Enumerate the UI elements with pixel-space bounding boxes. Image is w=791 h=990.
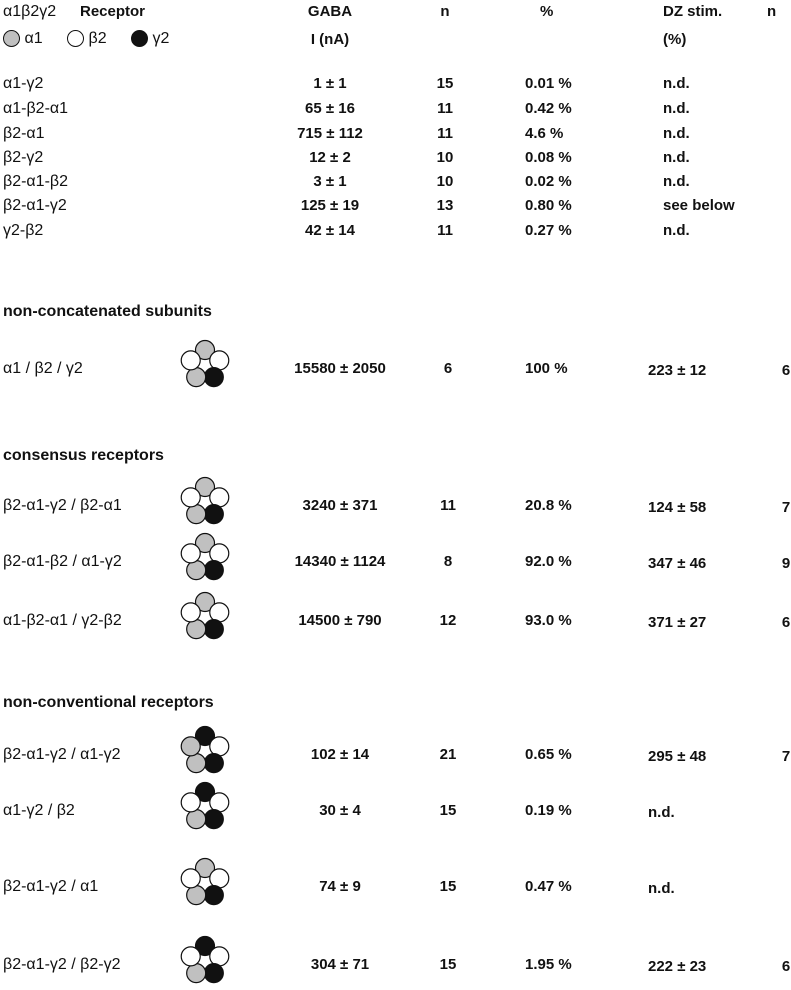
- subunit-circle: [187, 620, 206, 639]
- subunit-circle: [187, 368, 206, 387]
- subunit-circle: [187, 561, 206, 580]
- n-value: 15: [436, 75, 454, 92]
- dz-value: see below: [663, 197, 735, 214]
- percent-value: 0.27 %: [525, 222, 572, 239]
- subunit-circle: [181, 793, 200, 812]
- gaba-current: 74 ± 9: [319, 878, 361, 895]
- gaba-label: GABA: [307, 3, 353, 20]
- dz-value: 295 ± 48: [648, 748, 707, 765]
- gaba-current: 125 ± 19: [300, 197, 360, 214]
- dz-value: n.d.: [663, 125, 690, 142]
- n2-value: 6: [781, 958, 791, 975]
- receptor-title: α1β2γ2: [3, 3, 57, 20]
- receptor-name: α1-γ2: [3, 75, 44, 92]
- receptor-name: β2-α1-γ2 / β2-α1: [3, 497, 122, 514]
- percent-value: 0.42 %: [525, 100, 572, 117]
- subunit-circle: [181, 544, 200, 563]
- dz-unit: (%): [663, 31, 687, 48]
- receptor-name: β2-α1-β2 / α1-γ2: [3, 553, 122, 570]
- gaba-current: 715 ± 112: [297, 125, 363, 142]
- dz-value: n.d.: [648, 880, 675, 897]
- subunit-circle: [204, 368, 223, 387]
- dz-value: n.d.: [663, 100, 690, 117]
- n-value: 12: [439, 612, 457, 629]
- subunit-circle: [181, 351, 200, 370]
- percent-value: 1.95 %: [525, 956, 572, 973]
- legend-alpha: α1: [3, 30, 47, 47]
- subunit-rosette: [177, 530, 233, 586]
- subunit-circle: [187, 505, 206, 524]
- receptor-name: α1-γ2 / β2: [3, 802, 75, 819]
- subunit-rosette: [177, 779, 233, 835]
- subunit-rosette: [177, 723, 233, 779]
- percent-value: 0.65 %: [525, 746, 572, 763]
- gaba-current: 14500 ± 790: [298, 612, 382, 629]
- dz-value: n.d.: [663, 173, 690, 190]
- subunit-circle: [181, 869, 200, 888]
- receptor-name: β2-α1-β2: [3, 173, 69, 190]
- percent-label: %: [540, 3, 554, 20]
- percent-value: 92.0 %: [525, 553, 572, 570]
- section-title: non-concatenated subunits: [3, 303, 212, 320]
- subunit-circle: [187, 886, 206, 905]
- n-value: 13: [436, 197, 454, 214]
- legend: [3, 30, 169, 48]
- gaba-current: 30 ± 4: [319, 802, 361, 819]
- subunit-circle: [210, 351, 229, 370]
- n-value: 15: [439, 956, 457, 973]
- gaba-current: 3 ± 1: [313, 173, 347, 190]
- receptor-name: β2-α1-γ2 / β2-γ2: [3, 956, 121, 973]
- gaba-current: 12 ± 2: [309, 149, 351, 166]
- dz-value: 371 ± 27: [648, 614, 707, 631]
- receptor-name: γ2-β2: [3, 222, 44, 239]
- n-value: 21: [439, 746, 457, 763]
- subunit-rosette: [177, 589, 233, 645]
- gaba-current: 42 ± 14: [305, 222, 355, 239]
- subunit-circle: [210, 737, 229, 756]
- subunit-circle: [210, 488, 229, 507]
- subunit-circle: [204, 505, 223, 524]
- receptor-label: Receptor: [80, 3, 146, 20]
- gaba-current: 15580 ± 2050: [294, 360, 386, 377]
- n-value: 11: [437, 100, 453, 117]
- n-value: 10: [436, 173, 454, 190]
- n2-value: 6: [781, 362, 791, 379]
- subunit-circle: [181, 737, 200, 756]
- dz-value: 222 ± 23: [648, 958, 707, 975]
- percent-value: 0.47 %: [525, 878, 572, 895]
- percent-value: 0.01 %: [525, 75, 572, 92]
- subunit-circle: [204, 561, 223, 580]
- percent-value: 0.19 %: [525, 802, 572, 819]
- subunit-rosette: [177, 337, 233, 393]
- legend-gamma: γ2: [131, 30, 169, 47]
- n2-value: 9: [781, 555, 791, 572]
- n2-label: n: [767, 3, 777, 20]
- n-value: 8: [443, 553, 453, 570]
- legend-beta: β2: [67, 30, 111, 47]
- percent-value: 0.08 %: [525, 149, 572, 166]
- n2-value: 6: [781, 614, 791, 631]
- subunit-circle: [210, 869, 229, 888]
- receptor-name: α1-β2-α1 / γ2-β2: [3, 612, 122, 629]
- subunit-circle: [181, 488, 200, 507]
- subunit-rosette: [177, 933, 233, 989]
- n-value: 11: [437, 222, 453, 239]
- subunit-circle: [187, 754, 206, 773]
- n-value: 6: [443, 360, 453, 377]
- n2-value: 7: [781, 499, 791, 516]
- receptor-name: β2-α1: [3, 125, 45, 142]
- percent-value: 93.0 %: [525, 612, 572, 629]
- subunit-circle: [210, 544, 229, 563]
- gaba-current: 14340 ± 1124: [294, 553, 386, 570]
- subunit-circle: [181, 947, 200, 966]
- receptor-name: β2-α1-γ2 / α1-γ2: [3, 746, 121, 763]
- percent-value: 100 %: [525, 360, 568, 377]
- subunit-circle: [204, 810, 223, 829]
- percent-value: 4.6 %: [525, 125, 564, 142]
- gaba-current: 65 ± 16: [305, 100, 355, 117]
- subunit-circle: [210, 793, 229, 812]
- percent-value: 20.8 %: [525, 497, 572, 514]
- subunit-circle: [187, 810, 206, 829]
- receptor-name: α1-β2-α1: [3, 100, 69, 117]
- gaba-current: 304 ± 71: [310, 956, 370, 973]
- subunit-circle: [181, 603, 200, 622]
- dz-label: DZ stim.: [663, 3, 723, 20]
- section-title: non-conventional receptors: [3, 694, 214, 711]
- section-title: consensus receptors: [3, 447, 164, 464]
- dz-value: n.d.: [648, 804, 675, 821]
- dz-value: n.d.: [663, 75, 690, 92]
- beta-swatch: [67, 30, 84, 47]
- subunit-circle: [204, 964, 223, 983]
- n-value: 10: [436, 149, 454, 166]
- gamma-swatch: [131, 30, 148, 47]
- gaba-current: 3240 ± 371: [302, 497, 378, 514]
- subunit-circle: [204, 886, 223, 905]
- subunit-circle: [187, 964, 206, 983]
- subunit-circle: [204, 620, 223, 639]
- subunit-circle: [210, 947, 229, 966]
- n-value: 11: [437, 125, 453, 142]
- n2-value: 7: [781, 748, 791, 765]
- gaba-current: 1 ± 1: [313, 75, 347, 92]
- n-value: 15: [439, 878, 457, 895]
- n-value: 15: [439, 802, 457, 819]
- alpha-swatch: [3, 30, 20, 47]
- dz-value: 347 ± 46: [648, 555, 707, 572]
- receptor-name: α1 / β2 / γ2: [3, 360, 83, 377]
- dz-value: n.d.: [663, 149, 690, 166]
- subunit-circle: [204, 754, 223, 773]
- receptor-name: β2-α1-γ2 / α1: [3, 878, 99, 895]
- dz-value: n.d.: [663, 222, 690, 239]
- receptor-name: β2-α1-γ2: [3, 197, 67, 214]
- n-value: 11: [440, 497, 456, 514]
- subunit-rosette: [177, 474, 233, 530]
- percent-value: 0.80 %: [525, 197, 572, 214]
- subunit-circle: [210, 603, 229, 622]
- gaba-current: 102 ± 14: [310, 746, 370, 763]
- dz-value: 124 ± 58: [648, 499, 707, 516]
- n-label: n: [440, 3, 450, 20]
- percent-value: 0.02 %: [525, 173, 572, 190]
- current-label: I (nA): [310, 31, 350, 48]
- dz-value: 223 ± 12: [648, 362, 707, 379]
- subunit-rosette: [177, 855, 233, 911]
- receptor-name: β2-γ2: [3, 149, 44, 166]
